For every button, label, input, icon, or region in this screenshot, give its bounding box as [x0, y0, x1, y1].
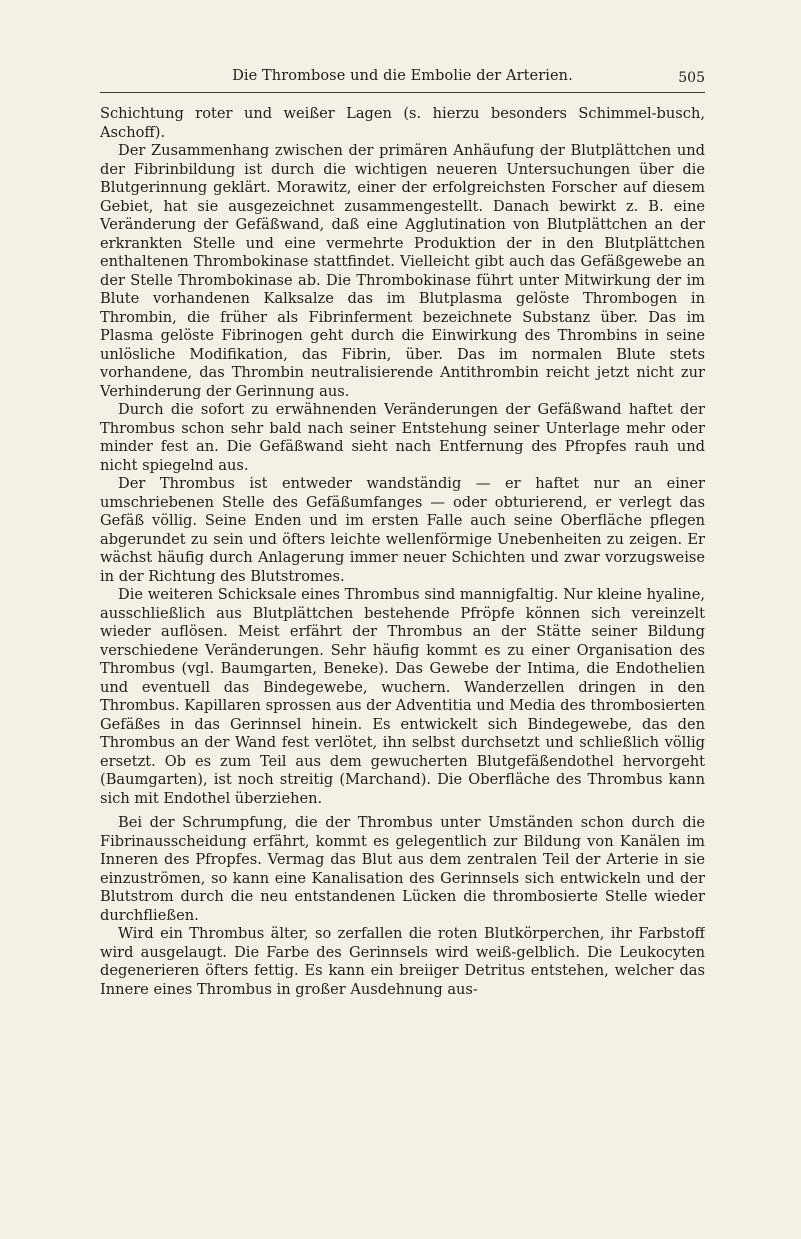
- paragraph-3: Durch die sofort zu erwähnenden Veränderungen der Gefäßwand haftet der Thrombus schon sehr bald nach seiner Entstehung seiner Unterlage mehr oder minder fest an. Die Gefäßwand sieht nach Entfernung des Pfropfes rauh und nicht spiegelnd aus.: [100, 401, 705, 474]
- paragraph-5: Die weiteren Schicksale eines Thrombus sind mannigfaltig. Nur kleine hyaline, ausschließlich aus Blutplättchen bestehende Pfröpfe können sich vereinzelt wieder auflösen. Meist erfährt der Thrombus an der Stätte seiner Bildung verschiedene Veränderungen. Sehr häufig kommt es zu einer Organisation des Thrombus (vgl. Baumgarten, Beneke). Das Gewebe der Intima, die Endothelien und eventuell das Bindegewebe, wuchern. Wanderzellen dringen in den Thrombus. Kapillaren sprossen aus der Adventitia und Media des thrombosierten Gefäßes in das Gerinnsel hinein. Es entwickelt sich Bindegewebe, das den Thrombus an der Wand fest verlötet, ihn selbst durchsetzt und schließlich völlig ersetzt. Ob es zum Teil aus dem gewucherten Blutgefäßendothel hervorgeht (Baumgarten), ist noch streitig (Marchand). Die Oberfläche des Thrombus kann sich mit Endothel überziehen.: [100, 586, 705, 807]
- page-header: [100, 62, 705, 93]
- body-text: [100, 105, 705, 999]
- book-page: [100, 62, 705, 1202]
- page-number: 505: [678, 70, 705, 86]
- paragraph-4: Der Thrombus ist entweder wandständig — er haftet nur an einer umschriebenen Stelle des Gefäßumfanges — oder obturierend, er verlegt das Gefäß völlig. Seine Enden und im ersten Falle auch seine Oberfläche pflegen abgerundet zu sein und öfters leichte wellenförmige Unebenheiten zu zeigen. Er wächst häufig durch Anlagerung immer neuer Schichten und zwar vorzugsweise in der Richtung des Blutstromes.: [100, 475, 705, 585]
- paragraph-6: Bei der Schrumpfung, die der Thrombus unter Umständen schon durch die Fibrinausscheidung erfährt, kommt es gelegentlich zur Bildung von Kanälen im Inneren des Pfropfes. Vermag das Blut aus dem zentralen Teil der Arterie in sie einzuströmen, so kann eine Kanalisation des Gerinnsels sich entwickeln und der Blutstrom durch die neu entstandenen Lücken die thrombosierte Stelle wieder durchfließen.: [100, 814, 705, 924]
- running-title: Die Thrombose und die Embolie der Arterien.: [232, 68, 573, 84]
- paragraph-2: Der Zusammenhang zwischen der primären Anhäufung der Blutplättchen und der Fibrinbildung ist durch die wichtigen neueren Untersuchungen über die Blutgerinnung geklärt. Morawitz, einer der erfolgreichsten Forscher auf diesem Gebiet, hat sie ausgezeichnet zusammengestellt. Danach bewirkt z. B. eine Veränderung der Gefäßwand, daß eine Agglutination von Blutplättchen an der erkrankten Stelle und eine vermehrte Produktion der in den Blutplättchen enthaltenen Thrombokinase stattfindet. Vielleicht gibt auch das Gefäßgewebe an der Stelle Thrombokinase ab. Die Thrombokinase führt unter Mitwirkung der im Blute vorhandenen Kalksalze das im Blutplasma gelöste Thrombogen in Thrombin, die früher als Fibrinferment bezeichnete Substanz über. Das im Plasma gelöste Fibrinogen geht durch die Einwirkung des Thrombins in seine unlösliche Modifikation, das Fibrin, über. Das im normalen Blute stets vorhandene, das Thrombin neutralisierende Antithrombin reicht jetzt nicht zur Verhinderung der Gerinnung aus.: [100, 142, 705, 400]
- paragraph-7: Wird ein Thrombus älter, so zerfallen die roten Blutkörperchen, ihr Farbstoff wird ausgelaugt. Die Farbe des Gerinnsels wird weiß-gelblich. Die Leukocyten degenerieren öfters fettig. Es kann ein breiiger Detritus entstehen, welcher das Innere eines Thrombus in großer Ausdehnung aus-: [100, 925, 705, 998]
- paragraph-1: Schichtung roter und weißer Lagen (s. hierzu besonders Schimmel-busch, Aschoff).: [100, 105, 705, 141]
